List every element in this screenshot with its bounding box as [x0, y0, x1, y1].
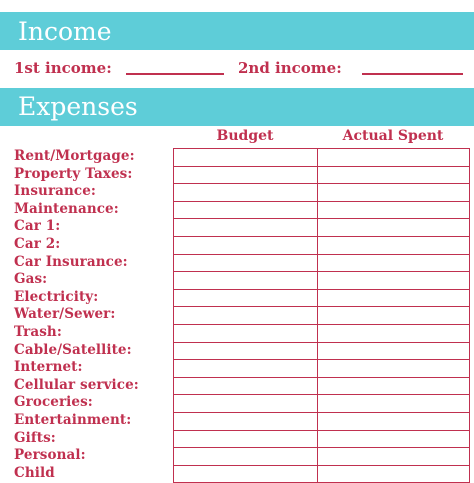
income-title: Income — [18, 17, 112, 46]
second-income-label: 2nd income: — [238, 59, 342, 77]
budget-cell[interactable] — [174, 166, 318, 184]
expense-row — [174, 307, 470, 325]
actual-spent-cell[interactable] — [318, 219, 470, 237]
budget-cell[interactable] — [174, 219, 318, 237]
expense-row — [174, 412, 470, 430]
expense-category-label: Gas: — [14, 271, 48, 288]
expense-row — [174, 430, 470, 448]
expenses-section-header — [0, 88, 474, 126]
budget-cell[interactable] — [174, 307, 318, 325]
budget-cell[interactable] — [174, 272, 318, 290]
actual-spent-cell[interactable] — [318, 395, 470, 413]
expense-category-label: Car Insurance: — [14, 253, 128, 270]
expense-category-label: Water/Sewer: — [14, 306, 116, 323]
expense-row — [174, 395, 470, 413]
expense-category-label: Cable/Satellite: — [14, 341, 132, 358]
expense-row — [174, 201, 470, 219]
actual-spent-cell[interactable] — [318, 430, 470, 448]
budget-cell[interactable] — [174, 342, 318, 360]
actual-spent-cell[interactable] — [318, 184, 470, 202]
actual-spent-cell[interactable] — [318, 201, 470, 219]
expense-category-label: Property Taxes: — [14, 165, 133, 182]
actual-spent-cell[interactable] — [318, 272, 470, 290]
expense-row — [174, 377, 470, 395]
budget-cell[interactable] — [174, 377, 318, 395]
budget-cell[interactable] — [174, 236, 318, 254]
expense-row — [174, 324, 470, 342]
expense-row — [174, 272, 470, 290]
actual-spent-column-header: Actual Spent — [342, 128, 444, 144]
first-income-field[interactable] — [126, 73, 224, 75]
actual-spent-cell[interactable] — [318, 448, 470, 466]
expense-row — [174, 236, 470, 254]
expense-row — [174, 289, 470, 307]
expenses-title: Expenses — [18, 92, 138, 121]
actual-spent-cell[interactable] — [318, 324, 470, 342]
budget-cell[interactable] — [174, 430, 318, 448]
actual-spent-cell[interactable] — [318, 289, 470, 307]
expense-category-label: Trash: — [14, 323, 62, 340]
expense-category-label: Groceries: — [14, 394, 93, 411]
expense-category-label: Gifts: — [14, 429, 56, 446]
expense-row — [174, 254, 470, 272]
budget-cell[interactable] — [174, 184, 318, 202]
budget-cell[interactable] — [174, 360, 318, 378]
expense-row — [174, 166, 470, 184]
actual-spent-cell[interactable] — [318, 166, 470, 184]
expense-category-label: Cellular service: — [14, 376, 139, 393]
actual-spent-cell[interactable] — [318, 149, 470, 167]
second-income-field[interactable] — [362, 73, 463, 75]
budget-cell[interactable] — [174, 395, 318, 413]
expense-row — [174, 184, 470, 202]
budget-cell[interactable] — [174, 324, 318, 342]
actual-spent-cell[interactable] — [318, 412, 470, 430]
actual-spent-cell[interactable] — [318, 360, 470, 378]
expense-category-label: Internet: — [14, 359, 83, 376]
expense-category-label: Personal: — [14, 447, 86, 464]
expense-category-label: Maintenance: — [14, 200, 119, 217]
expense-category-label: Car 1: — [14, 218, 61, 235]
budget-cell[interactable] — [174, 201, 318, 219]
expense-grid — [173, 148, 470, 483]
expense-category-label: Electricity: — [14, 288, 99, 305]
expense-category-label: Child — [14, 464, 55, 481]
budget-cell[interactable] — [174, 289, 318, 307]
expense-category-label: Insurance: — [14, 183, 97, 200]
first-income-label: 1st income: — [14, 59, 112, 77]
actual-spent-cell[interactable] — [318, 342, 470, 360]
expense-category-label: Car 2: — [14, 235, 61, 252]
budget-column-header: Budget — [216, 128, 274, 144]
expense-row — [174, 342, 470, 360]
income-section-header — [0, 12, 474, 50]
budget-cell[interactable] — [174, 448, 318, 466]
expense-row — [174, 360, 470, 378]
actual-spent-cell[interactable] — [318, 236, 470, 254]
expense-category-label: Entertainment: — [14, 411, 132, 428]
actual-spent-cell[interactable] — [318, 254, 470, 272]
expense-row — [174, 448, 470, 466]
budget-cell[interactable] — [174, 412, 318, 430]
expense-row — [174, 149, 470, 167]
expense-category-label: Rent/Mortgage: — [14, 148, 135, 164]
expense-category-list — [14, 148, 139, 482]
actual-spent-cell[interactable] — [318, 307, 470, 325]
budget-cell[interactable] — [174, 254, 318, 272]
expense-row — [174, 219, 470, 237]
actual-spent-cell[interactable] — [318, 377, 470, 395]
budget-cell[interactable] — [174, 149, 318, 167]
